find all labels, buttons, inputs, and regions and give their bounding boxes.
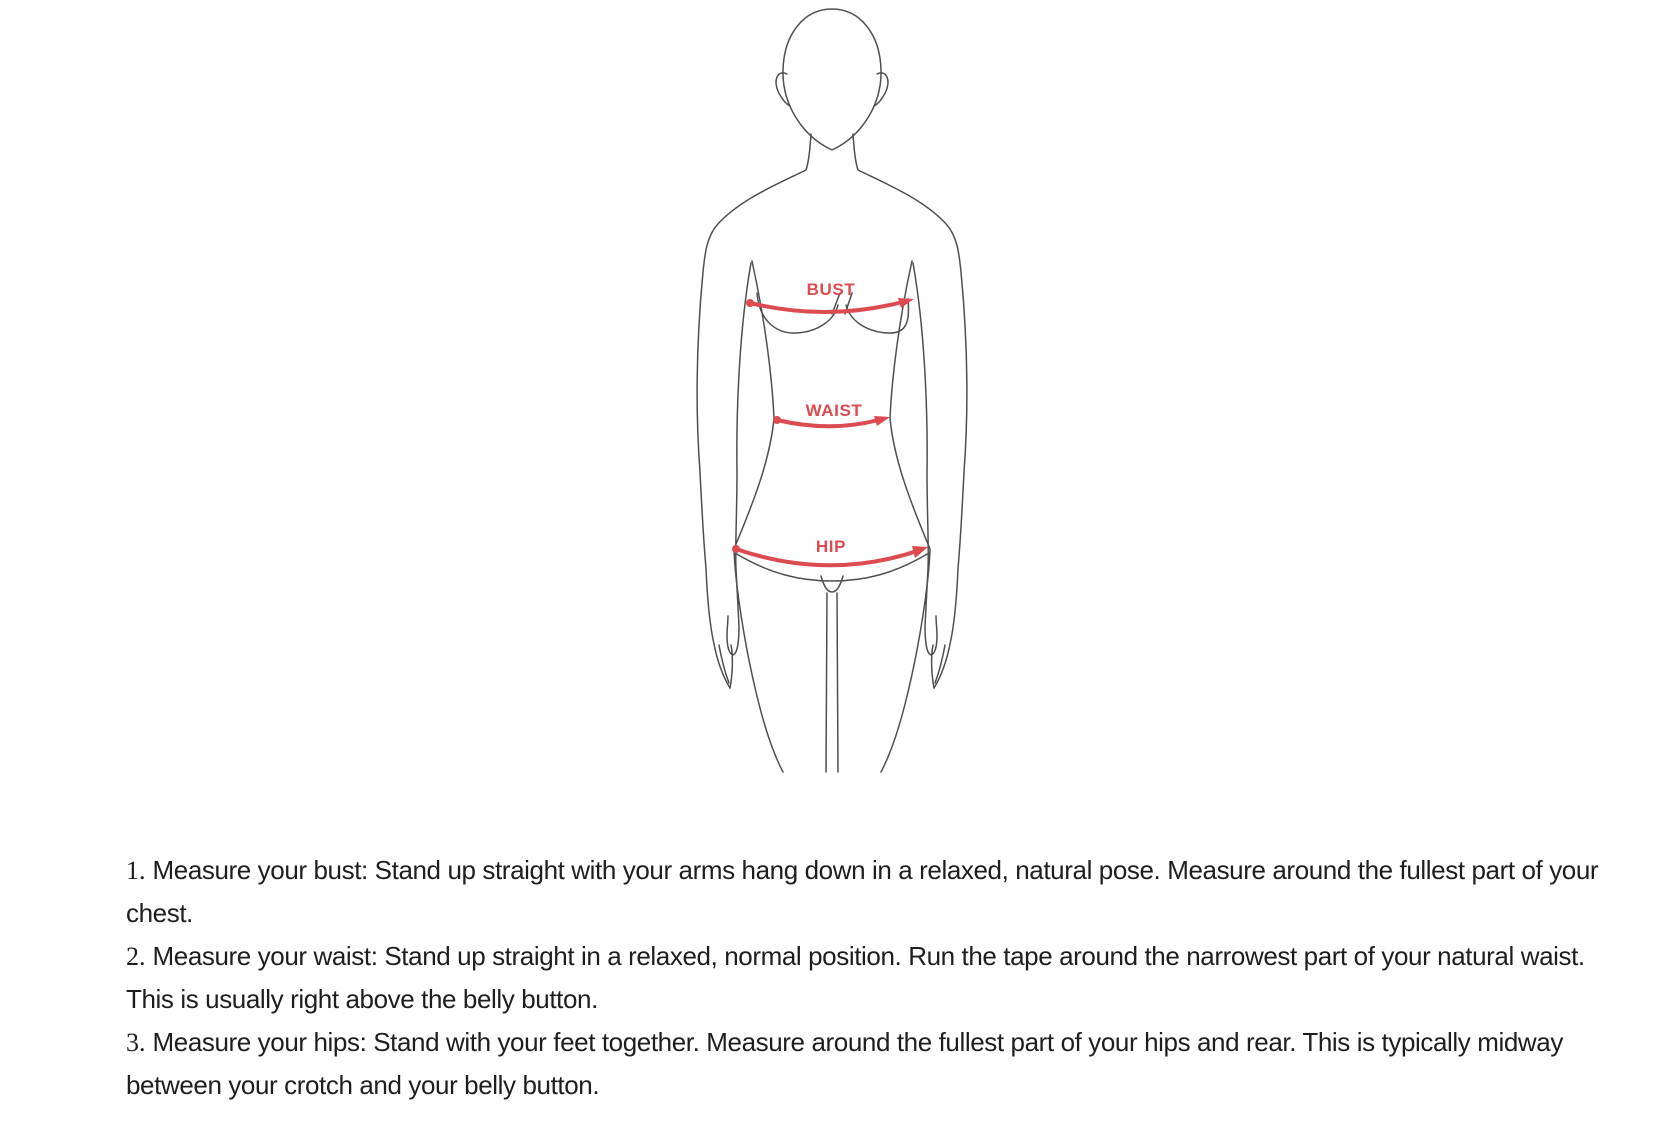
instruction-step-hips [126, 1021, 1628, 1107]
step-number: 2. [126, 942, 146, 971]
bust-measurement [746, 280, 914, 312]
bust-measure-start-dot [746, 299, 754, 307]
head-outline [783, 9, 881, 150]
neck-shoulder-arm-right [853, 134, 967, 688]
bust-arrowhead-icon [898, 298, 914, 308]
hip-label: HIP [815, 537, 847, 556]
neck-shoulder-arm-left [697, 134, 811, 688]
waist-measure-arc [777, 419, 882, 426]
waist-measurement [773, 401, 890, 426]
hip-measure-start-dot [732, 545, 740, 553]
measurement-instructions [126, 849, 1628, 1107]
step-text: Measure your bust: Stand up straight with your arms hang down in a relaxed, natural pose. Measure around the fullest part of your chest. [126, 855, 1599, 928]
step-text: Measure your waist: Stand up straight in a relaxed, normal position. Run the tape around the narrowest part of your natural waist. This is usually right above the belly button. [126, 941, 1585, 1014]
step-number: 1. [126, 856, 146, 885]
inner-leg-right [837, 593, 838, 772]
instruction-step-bust [126, 849, 1628, 935]
crotch-curve [821, 576, 843, 592]
measurement-diagram [650, 0, 990, 780]
body-outline-figure [650, 0, 990, 780]
step-number: 3. [126, 1028, 146, 1057]
waist-label: WAIST [805, 401, 863, 420]
body-outline [697, 9, 967, 772]
hip-measurement [732, 537, 928, 565]
finger-line-right [932, 645, 934, 688]
bust-measure-arc [750, 301, 906, 312]
instruction-step-waist [126, 935, 1628, 1021]
bust-label: BUST [806, 280, 856, 299]
inner-leg-left [826, 593, 827, 772]
step-text: Measure your hips: Stand with your feet together. Measure around the fullest part of your hips and rear. This is typically midway between your crotch and your belly button. [126, 1027, 1563, 1100]
waist-measure-start-dot [773, 416, 781, 424]
finger-line-left [730, 645, 732, 688]
waist-arrowhead-icon [874, 416, 890, 426]
hip-arrowhead-icon [912, 546, 928, 558]
